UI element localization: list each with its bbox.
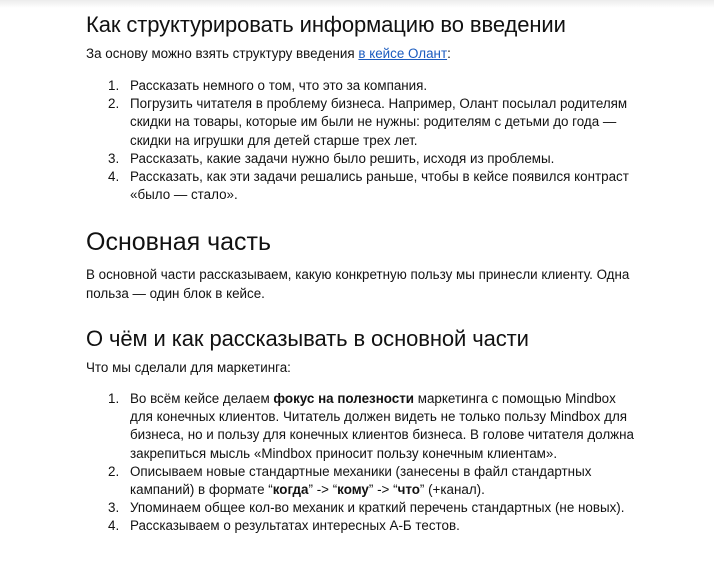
list-text: Рассказать, какие задачи нужно было решить, исходя из проблемы. (130, 150, 555, 166)
olant-case-link[interactable]: в кейсе Олант (358, 46, 448, 61)
main-paragraph-line: польза — один блок в кейсе. (86, 285, 265, 301)
list-text: скидки на игрушки для детей старше трех лет. (130, 132, 418, 148)
list-text-segment: Во всём кейсе делаем (130, 391, 274, 406)
intro-paragraph-colon: : (447, 46, 451, 61)
list-number: 3. (108, 500, 120, 516)
quote-mark: “ (332, 482, 338, 498)
main-heading: Основная часть (86, 228, 272, 256)
list-number: 2. (108, 96, 120, 112)
list-item (86, 150, 629, 168)
list-number: 3. (108, 150, 120, 166)
quote-mark: ” (308, 482, 313, 498)
list-text (130, 390, 634, 408)
main-paragraph (86, 266, 629, 303)
list-text: Рассказать немного о том, что это за компания. (130, 78, 428, 93)
intro-paragraph-text: За основу можно взять структуру введения (86, 46, 359, 61)
list-item (86, 95, 629, 150)
how-intro: Что мы сделали для маркетинга: (86, 360, 291, 375)
list-text: Упоминаем общее кол-во механик и краткий перечень стандартных (не новых). (130, 500, 625, 516)
list-text: Рассказать, как эти задачи решались раньше, чтобы в кейсе появился контраст (130, 169, 629, 185)
list-number: 1. (108, 391, 120, 406)
list-item (86, 517, 634, 535)
list-text: Описываем новые стандартные механики (занесены в файл стандартных (130, 463, 592, 479)
top-shadow (0, 0, 714, 8)
intro-heading: Как структурировать информацию во введении (86, 12, 566, 37)
list-item (86, 499, 634, 517)
intro-paragraph (86, 45, 451, 64)
quote-mark: “ (268, 482, 273, 498)
list-text: для конечных клиентов. Читатель должен видеть не только пользу Mindbox для (130, 409, 628, 425)
format-when: когда (272, 482, 309, 498)
list-text: Рассказываем о результатах интересных А-Б тестов. (130, 518, 460, 534)
list-item (86, 463, 634, 499)
arrow-text: -> (373, 482, 394, 498)
format-whom: кому (337, 482, 369, 498)
list-text: закрепиться мысль «Mindbox приносит пользу конечным клиентам». (130, 445, 558, 461)
list-number: 4. (108, 169, 120, 185)
list-item (86, 390, 634, 463)
quote-mark: ” (419, 482, 425, 498)
arrow-text: -> (312, 482, 333, 498)
intro-list (86, 77, 629, 204)
main-paragraph-line: В основной части рассказываем, какую конкретную пользу мы принесли клиенту. Одна (86, 267, 630, 282)
how-heading: О чём и как рассказывать в основной части (86, 326, 529, 351)
list-text: скидки на товары, которые им были не нужны: родителям с детьми до года — (130, 114, 617, 130)
list-item (86, 168, 629, 204)
list-number: 4. (108, 518, 120, 534)
list-number: 1. (108, 78, 120, 93)
emphasis-text: фокус на полезности (273, 391, 415, 406)
quote-mark: ” (368, 482, 374, 498)
list-text (130, 481, 634, 499)
marketing-list (86, 390, 634, 536)
list-text-segment: (+канал). (424, 482, 485, 498)
list-text-segment: маркетинга с помощью Mindbox (414, 391, 616, 406)
list-text: «было — стало». (130, 187, 238, 203)
list-item (86, 77, 629, 95)
list-text: Погрузить читателя в проблему бизнеса. Например, Олант посылал родителям (130, 96, 628, 112)
format-what: что (397, 482, 420, 498)
quote-mark: “ (393, 482, 398, 498)
list-text-segment: кампаний) в формате (130, 482, 269, 498)
list-text: бизнеса, но и пользу для конечных клиентов бизнеса. В голове читателя должна (130, 427, 634, 443)
list-number: 2. (108, 463, 120, 479)
